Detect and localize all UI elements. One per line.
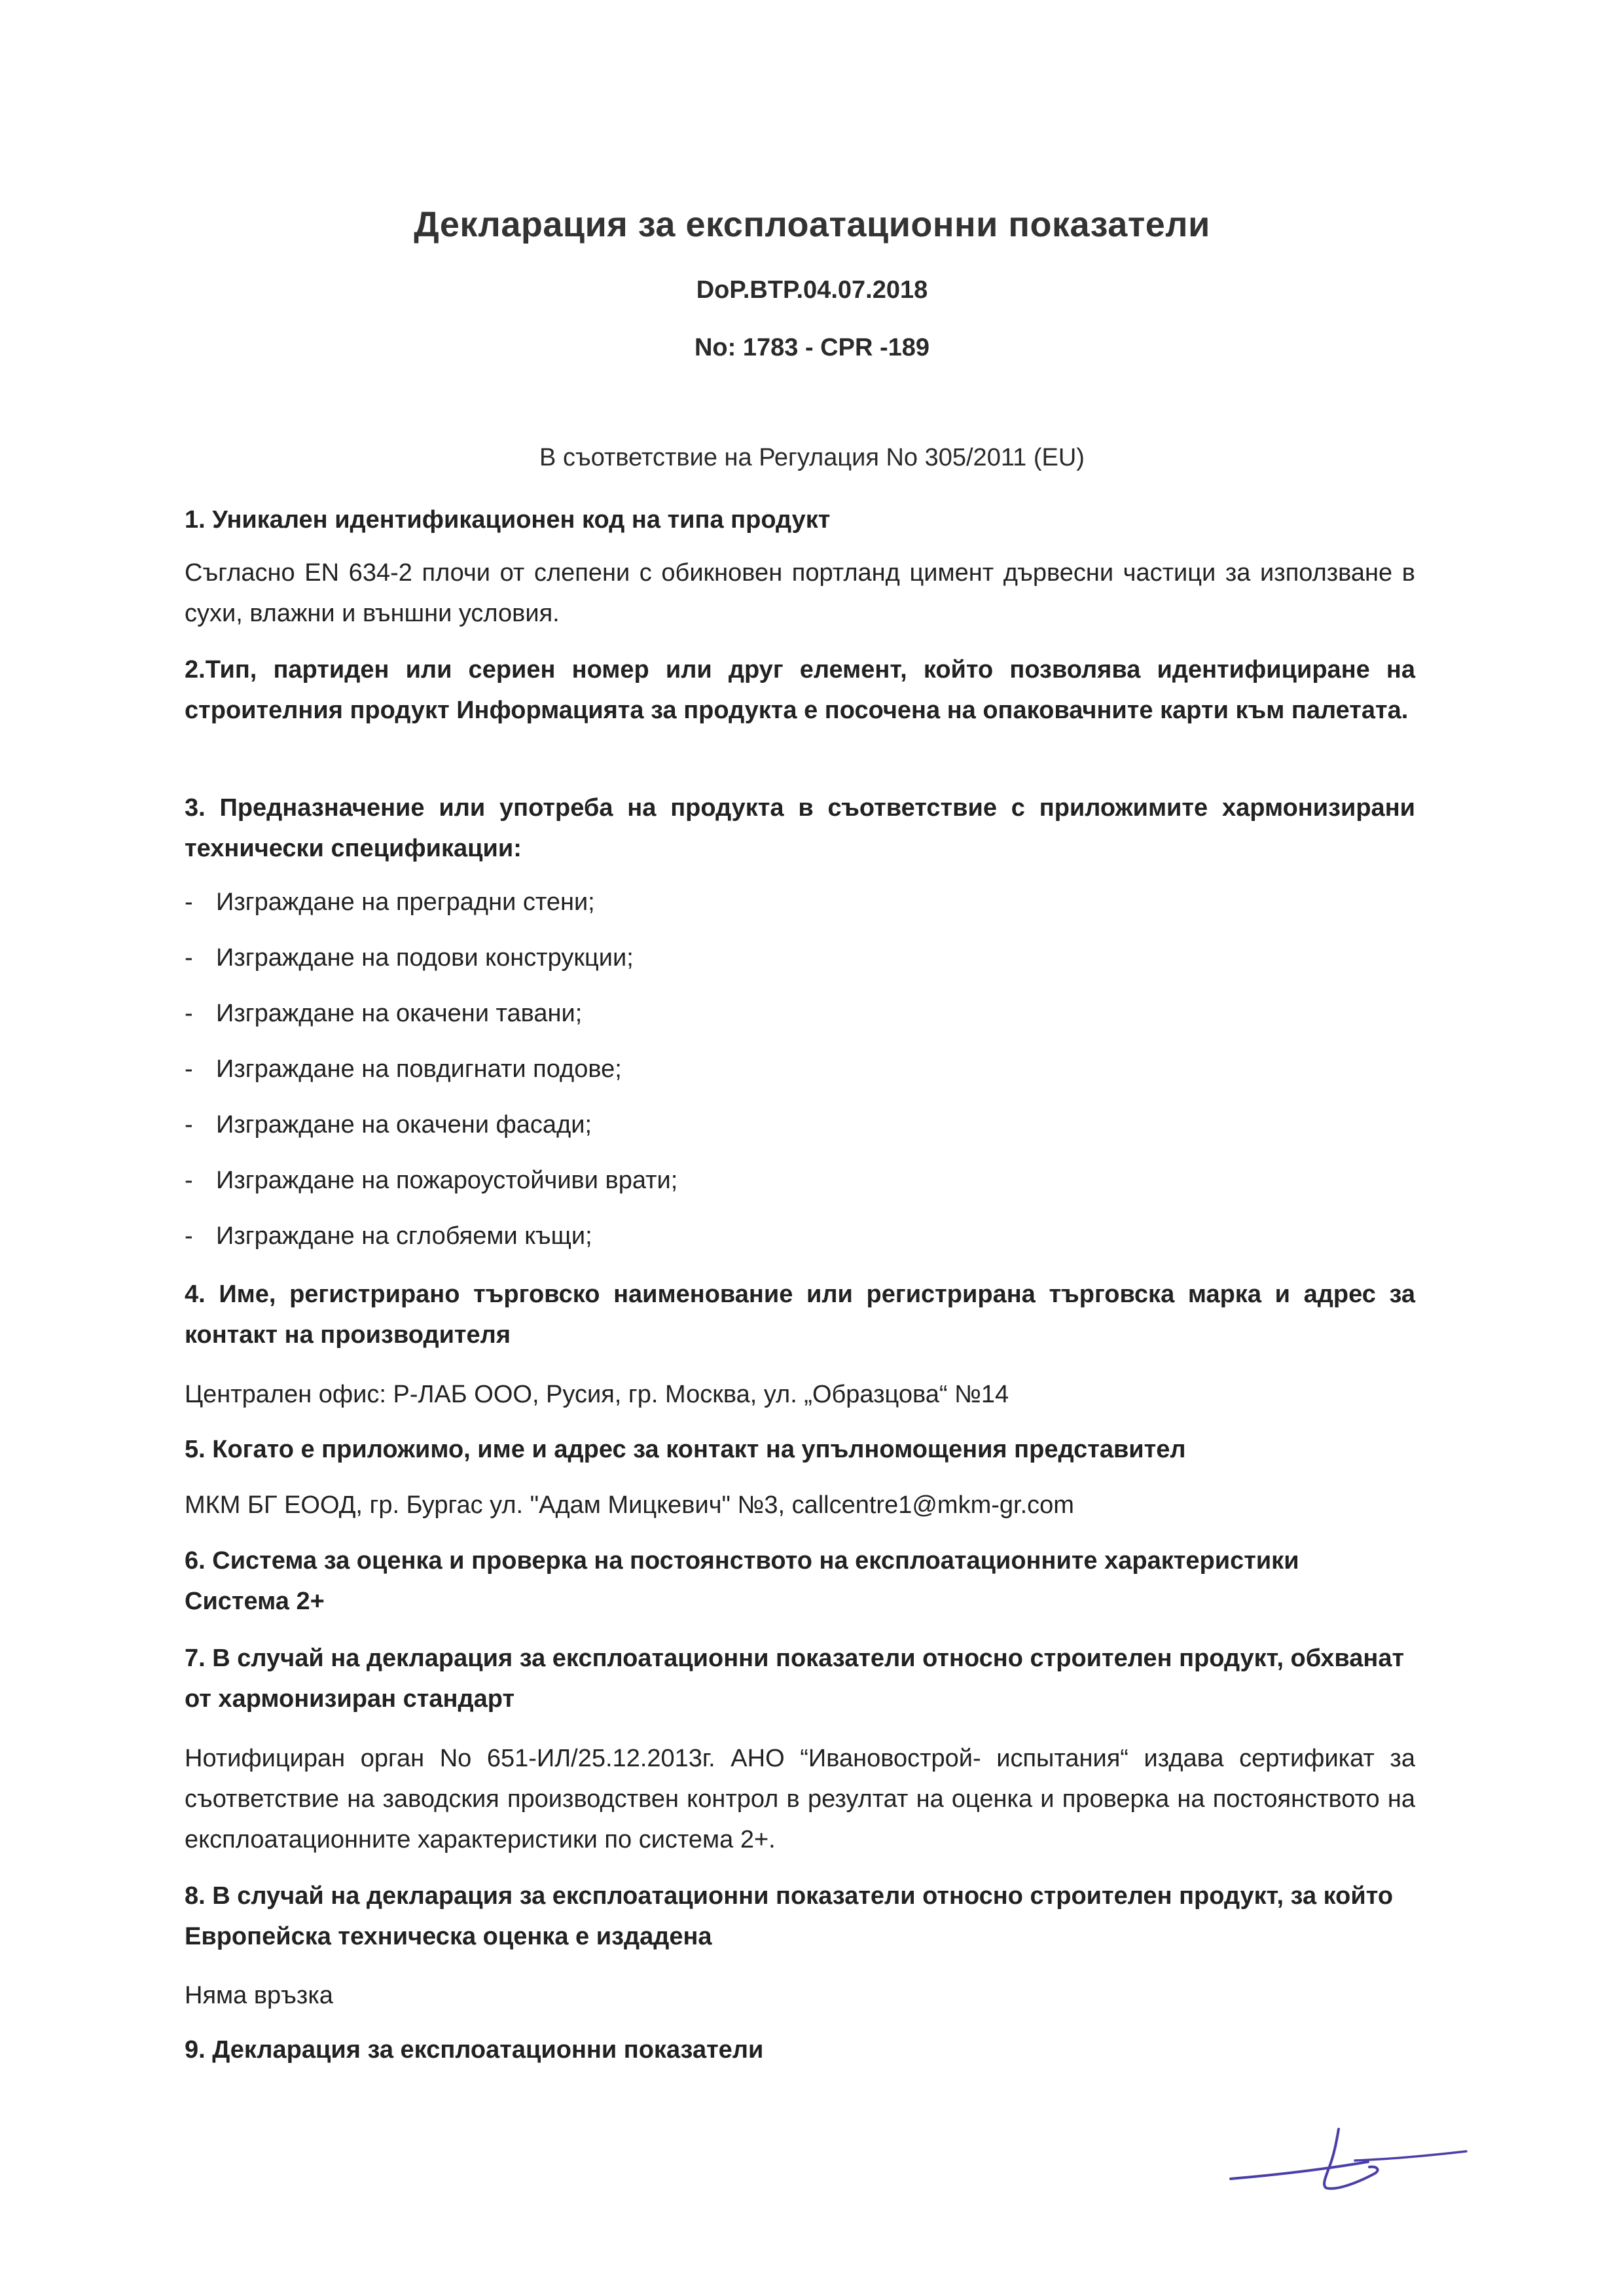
section-1-heading: 1. Уникален идентификационен код на типа продукт (185, 506, 831, 534)
section-2-heading: 2.Тип, партиден или сериен номер или друг елемент, който позволява идентифициране на строителния продукт Информацията за продукта е посочена на опаковачните карти към палетата. (185, 656, 1415, 724)
dash-marker: - (185, 1055, 193, 1083)
document-title: Декларация за експлоатационни показатели (414, 205, 1210, 244)
dash-marker: - (185, 1167, 193, 1194)
dash-marker: - (185, 944, 193, 972)
regulation-reference: В съответствие на Регулация No 305/2011 (EU) (539, 444, 1085, 471)
list-item (185, 1055, 622, 1084)
certificate-number: No: 1783 - CPR -189 (694, 334, 929, 361)
section-8-text: Няма връзка (185, 1982, 333, 2009)
dop-number: DoP.BTP.04.07.2018 (696, 276, 928, 304)
dash-marker: - (185, 1222, 193, 1250)
list-item-text: Изграждане на пожароустойчиви врати; (216, 1167, 678, 1194)
list-item-text: Изграждане на повдигнати подове; (216, 1055, 622, 1083)
list-item-text: Изграждане на окачени фасади; (216, 1111, 592, 1139)
section-7-text: Нотифициран орган No 651-ИЛ/25.12.2013г. АНО “Ивановострой- испытания“ издава сертификат за съответствие на заводския производствен контрол в резултат на оценка и проверка на постоянството на експлоатационните характеристики по система 2+. (185, 1745, 1415, 1853)
section-4-text: Централен офис: Р-ЛАБ ООО, Русия, гр. Москва, ул. „Образцова“ №14 (185, 1381, 1009, 1408)
list-item (185, 1167, 677, 1195)
list-item (185, 1111, 592, 1139)
list-item-text: Изграждане на подови конструкции; (216, 944, 634, 972)
section-6-system: Система 2+ (185, 1588, 325, 1615)
section-1-text: Съгласно EN 634-2 плочи от слепени с обикновен портланд цимент дървесни частици за използване в сухи, влажни и външни условия. (185, 559, 1415, 627)
section-5-heading: 5. Когато е приложимо, име и адрес за контакт на упълномощения представител (185, 1436, 1186, 1463)
list-item-text: Изграждане на окачени тавани; (216, 1000, 583, 1027)
dash-marker: - (185, 888, 193, 916)
dash-marker: - (185, 1111, 193, 1139)
section-7-heading: 7. В случай на декларация за експлоатационни показатели относно строителен продукт, обхванат от хармонизиран стандарт (185, 1645, 1405, 1713)
section-8-heading: 8. В случай на декларация за експлоатационни показатели относно строителен продукт, за който Европейска техническа оценка е издадена (185, 1882, 1394, 1950)
section-3-heading: 3. Предназначение или употреба на продукта в съответствие с приложимите хармонизирани технически спецификации: (185, 794, 1415, 862)
dash-marker: - (185, 1000, 193, 1027)
section-4-heading: 4. Име, регистрирано търговско наименование или регистрирана търговска марка и адрес за контакт на производителя (185, 1281, 1415, 1349)
section-5-text: МКМ БГ ЕООД, гр. Бургас ул. "Адам Мицкевич" №3, callcentre1@mkm-gr.com (185, 1491, 1074, 1519)
section-6-heading: 6. Система за оценка и проверка на постоянството на експлоатационните характеристики (185, 1547, 1299, 1575)
section-9-heading: 9. Декларация за експлоатационни показатели (185, 2036, 764, 2064)
list-item-text: Изграждане на сглобяеми къщи; (216, 1222, 592, 1250)
signature-mark (1224, 2121, 1473, 2200)
list-item (185, 888, 595, 917)
list-item (185, 1000, 582, 1028)
list-item (185, 944, 634, 972)
list-item (185, 1222, 592, 1250)
list-item-text: Изграждане на преградни стени; (216, 888, 595, 916)
